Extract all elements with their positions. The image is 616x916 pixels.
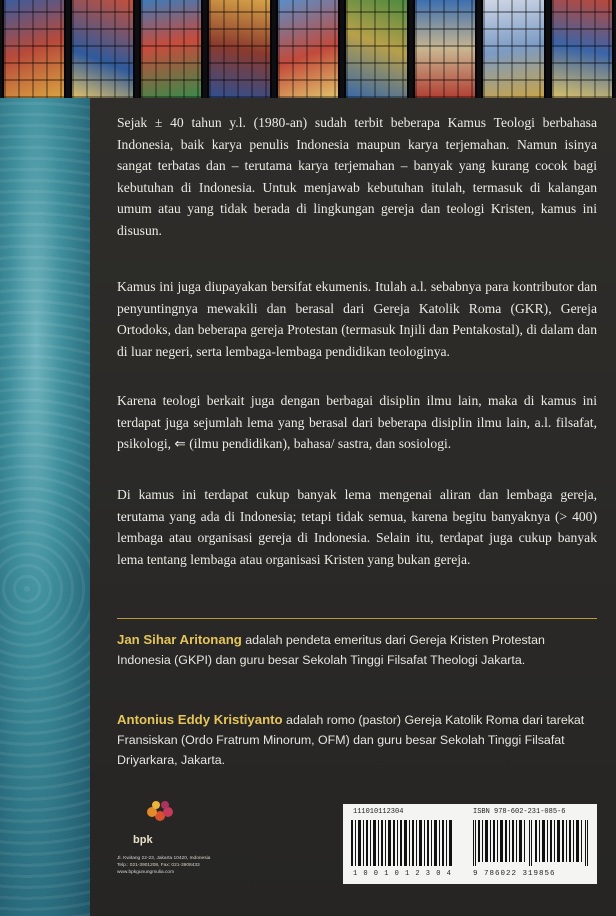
publisher-phone: Telp.: 021-3901208, Fax: 021-3908433 xyxy=(117,863,200,868)
glass-pane xyxy=(413,0,477,98)
author-description: adalah pendeta emeritus dari Gereja Kristen Protestan Indonesia (GKPI) dan guru besar Sekolah Tinggi Filsafat Theologi Jakarta. xyxy=(117,633,545,667)
glass-pane xyxy=(207,0,271,98)
glass-pane xyxy=(550,0,614,98)
teal-texture-strip xyxy=(0,98,90,916)
isbn-barcode-icon xyxy=(473,820,589,866)
author-bio xyxy=(117,710,597,770)
description-paragraph: Sejak ± 40 tahun y.l. (1980-an) sudah terbit beberapa Kamus Teologi berbahasa Indonesia, baik karya penulis Indonesia maupun karya terjemahan. Namun isinya sangat terbatas dan – terutama karya terjemahan – banyak yang kurang cocok bagi kebutuhan di Indonesia. Untuk menjawab kebutuhan itulah, termasuk di kalangan umum atau yang tidak berada di lingkungan gereja dan teologi Kristen, kamus ini disusun. xyxy=(117,115,597,238)
glass-pane xyxy=(276,0,340,98)
internal-code-top: 111010112304 xyxy=(353,808,404,816)
barcode-panel xyxy=(343,804,597,884)
description-paragraph: Kamus ini juga diupayakan bersifat ekumenis. Itulah a.l. sebabnya para kontributor dan penyuntingnya mewakili dan berasal dari Gereja Katolik Roma (GKR), Gereja Ortodoks, dan beberapa gereja Protestan (termasuk Injili dan Pentakostal), di dalam dan di luar negeri, serta lembaga-lembaga pendidikan teologinya. xyxy=(117,279,597,359)
publisher-address: Jl. Kwitang 22-23, Jakarta 10420, Indonesia xyxy=(117,856,211,861)
author-name: Antonius Eddy Kristiyanto xyxy=(117,712,283,727)
glass-pane xyxy=(344,0,408,98)
internal-barcode-icon xyxy=(351,820,453,866)
glass-pane xyxy=(2,0,66,98)
glass-pane xyxy=(139,0,203,98)
publisher-logo-text: bpk xyxy=(133,834,153,846)
isbn-label: ISBN 978-602-231-085-6 xyxy=(473,808,566,816)
description-paragraph: Karena teologi berkait juga dengan berbagai disiplin ilmu lain, maka di kamus ini terdapat juga sejumlah lema yang berasal dari beberapa disiplin ilmu lain, a.l. filsafat, psikologi, ⇐ (ilmu pendidikan), bahasa/ sastra, dan sosiologi. xyxy=(117,393,597,452)
author-name: Jan Sihar Aritonang xyxy=(117,632,242,647)
isbn-digits: 9 786022 319856 xyxy=(473,870,556,878)
glass-pane xyxy=(70,0,134,98)
internal-code-bottom: 1 0 0 1 0 1 2 3 0 4 xyxy=(353,870,452,878)
description-paragraph: Di kamus ini terdapat cukup banyak lema mengenai aliran dan lembaga gereja, terutama yang ada di Indonesia; tetapi tidak semua, karena begitu banyaknya (> 400) lembaga atau organisasi gereja di Indonesia. Selain itu, terdapat juga cukup banyak lema tentang lembaga atau organisasi Kristen yang bukan gereja. xyxy=(117,487,597,567)
publisher-website: www.bpkgunungmulia.com xyxy=(117,870,175,875)
gold-divider xyxy=(117,618,597,619)
stained-glass-banner xyxy=(0,0,616,98)
author-bio xyxy=(117,630,597,670)
author-description: adalah romo (pastor) Gereja Katolik Roma dari tarekat Fransiskan (Ordo Fratrum Minorum, OFM) dan guru besar Sekolah Tinggi Filsafat Driyarkara, Jakarta. xyxy=(117,713,585,767)
glass-pane xyxy=(481,0,545,98)
